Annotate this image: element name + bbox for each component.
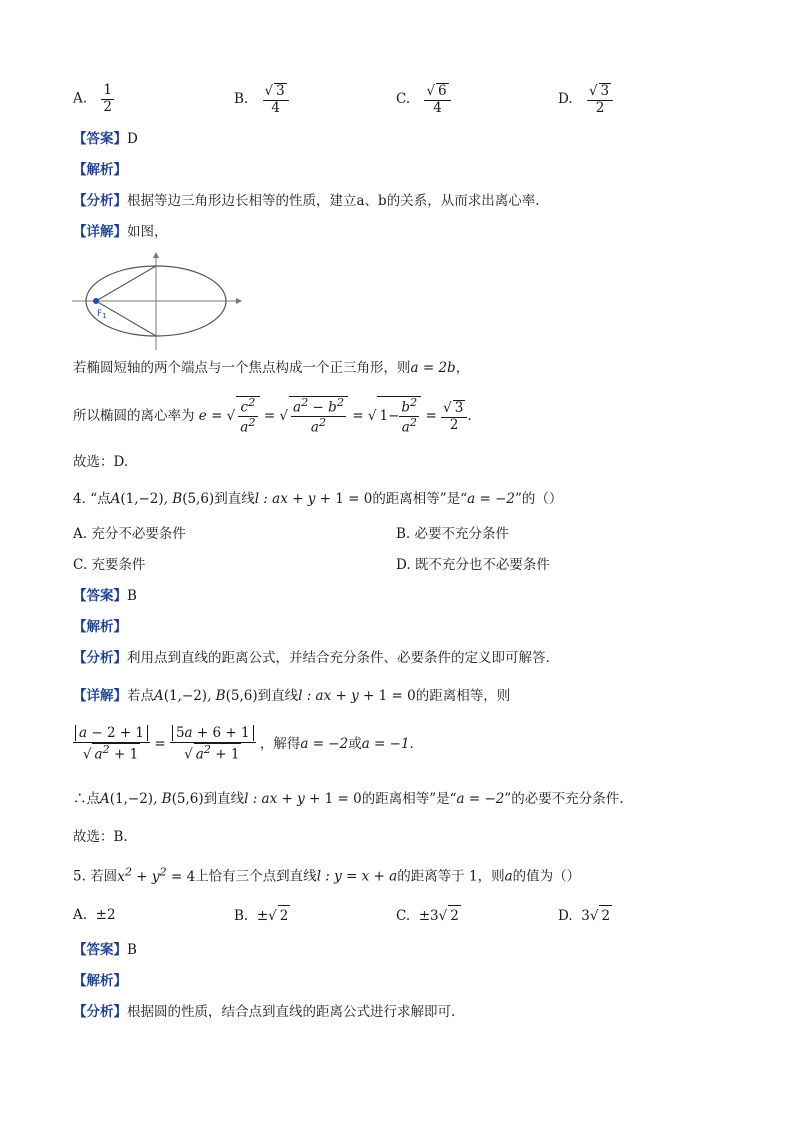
solve-text: ，解得: [259, 736, 301, 752]
q4-conclusion: [73, 827, 128, 847]
stem-end: 的值为（）: [512, 868, 581, 885]
therefore-pre: ∴点: [73, 791, 100, 807]
option-label: C.: [73, 557, 88, 573]
therefore-mid: 到直线: [203, 791, 245, 807]
option-text: ±2: [95, 907, 116, 923]
xiangjie-tag: 【详解】: [73, 224, 127, 240]
question-number: 5.: [73, 868, 86, 885]
y-axis-arrow: [153, 252, 159, 258]
q3-analysis-heading: [73, 160, 127, 180]
conclusion-text: 故选：B.: [73, 829, 128, 845]
answer-tag: 【答案】: [73, 131, 127, 147]
numerator: √ 3: [587, 83, 613, 101]
q5-option-c: C. ±3√ 2: [396, 905, 461, 926]
circle-math: $x^2 + y^2 = 4$: [117, 865, 196, 885]
option-label: A.: [73, 907, 88, 923]
answer-value: D: [127, 131, 138, 147]
therefore-end: ”的必要不充分条件.: [504, 791, 624, 807]
q3-option-a: [73, 83, 114, 115]
triangle-side-top: [96, 266, 156, 301]
option-label: A.: [73, 526, 88, 542]
question-number: 4.: [73, 491, 86, 507]
stem-mid: 上恰有三个点到直线: [195, 868, 317, 885]
stem-post: 的距离相等”是“: [372, 491, 468, 507]
radicand: 3: [276, 83, 285, 99]
option-prefix: ±3: [418, 908, 439, 924]
focus-label-sub: 1: [102, 312, 107, 320]
conclusion-text: 故选：D.: [73, 454, 129, 470]
option-label: B.: [234, 91, 249, 108]
stem-post: 的距离等于 1，则: [397, 868, 505, 885]
fenxi-text: 根据等边三角形边长相等的性质，建立a、b的关系，从而求出离心率.: [127, 193, 540, 209]
q3-option-d: [558, 83, 613, 116]
ellipse-figure: [70, 252, 242, 352]
line1-math: a = 2b: [410, 360, 456, 376]
q5-option-a: [73, 905, 116, 925]
fenxi-tag: 【分析】: [73, 1004, 127, 1020]
option-text: 充分不必要条件: [91, 526, 186, 542]
radicand: 6: [438, 83, 447, 99]
q4-stem: [73, 489, 562, 509]
analysis-tag: 【解析】: [73, 162, 127, 178]
option-label: B.: [396, 526, 411, 542]
fenxi-tag: 【分析】: [73, 650, 127, 666]
xiangjie-post: 的距离相等，则: [415, 688, 511, 704]
option-label: D.: [558, 91, 573, 108]
q5-analysis-heading: [73, 971, 127, 991]
stem-a: a = −2: [467, 491, 515, 507]
var-a: a: [504, 868, 513, 885]
line1-text: 若椭圆短轴的两个端点与一个焦点构成一个正三角形，则: [73, 360, 411, 376]
denominator: 2: [595, 99, 605, 116]
line1-tail: ，: [455, 360, 470, 376]
radicand: 2: [599, 905, 612, 926]
q5-option-d: D. 3√ 2: [558, 905, 612, 926]
xiangjie-mid: 到直线: [257, 688, 299, 704]
focus-point: [93, 298, 99, 304]
analysis-tag: 【解析】: [73, 619, 127, 635]
line-math: l : y = x + a: [316, 868, 398, 885]
q4-analysis-heading: [73, 617, 127, 637]
option-label: D.: [558, 908, 573, 924]
numerator: 1: [103, 82, 112, 98]
radicand: 2: [278, 905, 291, 926]
answer-value: B: [127, 588, 137, 604]
option-text: 必要不充分条件: [414, 526, 510, 542]
q3-fenxi: [73, 191, 539, 211]
distance-formula: $\frac{a - 2 + 1}{√ a^2 + 1}$ = $\frac{5a + 6 + 1}{√ a^2 + 1}$: [73, 736, 260, 752]
stem-pre: “点: [90, 491, 111, 507]
q5-option-b: B. ±√ 2: [234, 905, 290, 926]
denominator: 4: [433, 99, 442, 116]
option-prefix: 3: [581, 908, 590, 924]
q3-option-b: [234, 83, 289, 116]
points-math: A(1,−2), B(5,6): [110, 491, 215, 507]
q4-answer: [73, 586, 137, 606]
option-label: B.: [234, 908, 249, 924]
q4-fenxi: [73, 648, 550, 668]
option-label: C.: [396, 91, 411, 108]
q4-option-b: [396, 524, 509, 544]
option-text: 充要条件: [91, 557, 146, 573]
solve-or: 或: [348, 736, 362, 752]
option-text: 既不充分也不必要条件: [414, 557, 550, 573]
radicand: 3: [600, 83, 610, 99]
answer-tag: 【答案】: [73, 942, 127, 958]
fraction: [263, 83, 289, 116]
line-math: l : ax + y + 1 = 0: [244, 791, 362, 807]
therefore-post: 的距离相等”是“: [361, 791, 457, 807]
line2-text: 所以椭圆的离心率为: [73, 408, 195, 425]
points-math: A(1,−2), B(5,6): [154, 688, 258, 704]
fraction: [587, 83, 613, 116]
fraction: [101, 83, 114, 115]
focus-label-main: F: [97, 309, 103, 319]
q3-conclusion: [73, 452, 128, 472]
points-math: A(1,−2), B(5,6): [100, 791, 204, 807]
focus-label: [97, 309, 107, 320]
q4-xiangjie: [73, 686, 510, 706]
q4-option-c: [73, 555, 145, 575]
q4-option-a: [73, 524, 186, 544]
xiangjie-tag: 【详解】: [73, 688, 127, 704]
q4-therefore: [73, 789, 624, 809]
answer-value: B: [127, 942, 137, 958]
analysis-tag: 【解析】: [73, 973, 127, 989]
eccentricity-formula: e = √ $\frac{c^2}{a^2}$ = √ $\frac{a^2 - b^2}{a^2}$ = √ 1− $\frac{b^2}{a^2}$ = $\frac{√ 3}{2}$ .: [198, 396, 472, 436]
q5-answer: [73, 940, 137, 960]
option-label: C.: [396, 908, 411, 924]
solution-1: a = −2: [300, 736, 349, 752]
q3-xiangjie: [73, 222, 168, 242]
q4-option-d: [396, 555, 550, 575]
denominator: 4: [271, 99, 280, 116]
therefore-a: a = −2: [456, 791, 505, 807]
q3-option-c: [396, 83, 451, 116]
numerator: √ 6: [424, 83, 450, 101]
line-math: l : ax + y + 1 = 0: [254, 491, 373, 507]
line-math: l : ax + y + 1 = 0: [298, 688, 416, 704]
solve-end: .: [409, 736, 414, 752]
radicand: 2: [448, 905, 461, 926]
option-prefix: ±: [256, 908, 269, 924]
x-axis-arrow: [236, 298, 242, 304]
q4-distance-equation: [73, 724, 414, 764]
stem-mid: 到直线: [214, 491, 255, 507]
fenxi-text: 根据圆的性质，结合点到直线的距离公式进行求解即可.: [127, 1004, 456, 1020]
q5-stem: [73, 862, 580, 887]
solution-2: a = −1: [361, 736, 410, 752]
xiangjie-pre: 若点: [127, 688, 154, 704]
q3-answer: [73, 129, 138, 149]
answer-tag: 【答案】: [73, 588, 127, 604]
fenxi-tag: 【分析】: [73, 193, 127, 209]
option-label: D.: [396, 557, 411, 573]
stem-pre: 若圆: [90, 868, 118, 885]
stem-end: ”的（）: [514, 491, 563, 507]
denominator: 2: [103, 98, 112, 115]
fraction: [424, 83, 450, 116]
xiangjie-text: 如图，: [127, 224, 168, 240]
fenxi-text: 利用点到直线的距离公式，并结合充分条件、必要条件的定义即可解答.: [127, 650, 550, 666]
numerator: √ 3: [263, 83, 289, 101]
option-label: A.: [73, 90, 88, 107]
q3-line1: [73, 358, 469, 378]
q5-fenxi: [73, 1002, 455, 1022]
q3-eccentricity: [73, 396, 472, 436]
